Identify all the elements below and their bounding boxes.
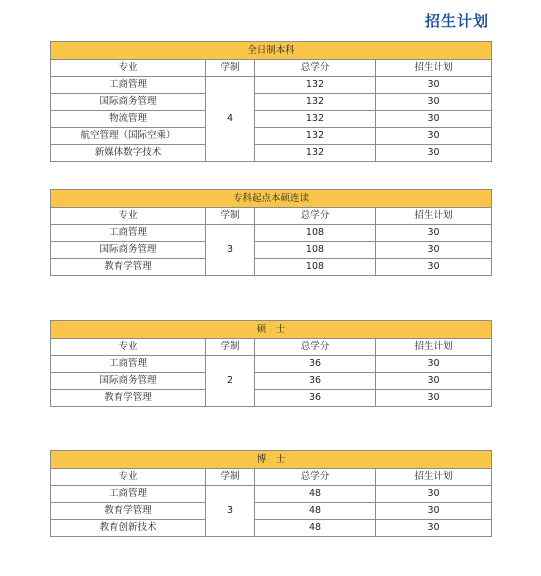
credits-cell: 48 xyxy=(255,520,376,537)
plan-cell: 30 xyxy=(376,503,492,520)
column-header-plan: 招生计划 xyxy=(376,60,492,77)
plan-cell: 30 xyxy=(376,225,492,242)
duration-cell: 2 xyxy=(206,356,255,407)
section-title: 专科起点本硕连读 xyxy=(51,190,492,208)
plan-cell: 30 xyxy=(376,77,492,94)
plan-cell: 30 xyxy=(376,486,492,503)
table-row xyxy=(51,503,492,520)
credits-cell: 132 xyxy=(255,94,376,111)
column-header-major: 专业 xyxy=(51,339,206,356)
major-cell: 教育学管理 xyxy=(51,259,206,276)
enrollment-table-doctorate xyxy=(50,450,492,537)
section-header-row xyxy=(51,321,492,339)
major-cell: 国际商务管理 xyxy=(51,373,206,390)
major-cell: 工商管理 xyxy=(51,486,206,503)
plan-cell: 30 xyxy=(376,390,492,407)
major-cell: 新媒体数字技术 xyxy=(51,145,206,162)
major-cell: 工商管理 xyxy=(51,225,206,242)
credits-cell: 108 xyxy=(255,225,376,242)
plan-cell: 30 xyxy=(376,259,492,276)
credits-cell: 132 xyxy=(255,128,376,145)
column-header-row xyxy=(51,208,492,225)
column-header-major: 专业 xyxy=(51,60,206,77)
plan-cell: 30 xyxy=(376,242,492,259)
table-row xyxy=(51,111,492,128)
table-row xyxy=(51,94,492,111)
table-row xyxy=(51,520,492,537)
credits-cell: 132 xyxy=(255,145,376,162)
plan-cell: 30 xyxy=(376,356,492,373)
column-header-major: 专业 xyxy=(51,208,206,225)
major-cell: 教育学管理 xyxy=(51,390,206,407)
credits-cell: 132 xyxy=(255,111,376,128)
section-header-row xyxy=(51,190,492,208)
credits-cell: 48 xyxy=(255,503,376,520)
major-cell: 国际商务管理 xyxy=(51,242,206,259)
enrollment-table-associate-to-master xyxy=(50,189,492,276)
major-cell: 工商管理 xyxy=(51,356,206,373)
section-title: 全日制本科 xyxy=(51,42,492,60)
column-header-row xyxy=(51,469,492,486)
column-header-row xyxy=(51,60,492,77)
credits-cell: 36 xyxy=(255,373,376,390)
column-header-major: 专业 xyxy=(51,469,206,486)
plan-cell: 30 xyxy=(376,128,492,145)
plan-cell: 30 xyxy=(376,111,492,128)
duration-cell: 3 xyxy=(206,486,255,537)
table-row xyxy=(51,225,492,242)
major-cell: 教育学管理 xyxy=(51,503,206,520)
section-title: 博 士 xyxy=(51,451,492,469)
column-header-plan: 招生计划 xyxy=(376,469,492,486)
major-cell: 工商管理 xyxy=(51,77,206,94)
plan-cell: 30 xyxy=(376,145,492,162)
column-header-duration: 学制 xyxy=(206,339,255,356)
table-row xyxy=(51,145,492,162)
major-cell: 航空管理（国际空乘） xyxy=(51,128,206,145)
credits-cell: 48 xyxy=(255,486,376,503)
major-cell: 教育创新技术 xyxy=(51,520,206,537)
column-header-plan: 招生计划 xyxy=(376,339,492,356)
credits-cell: 108 xyxy=(255,259,376,276)
column-header-credits: 总学分 xyxy=(255,208,376,225)
plan-cell: 30 xyxy=(376,520,492,537)
section-header-row xyxy=(51,451,492,469)
table-row xyxy=(51,77,492,94)
table-row xyxy=(51,390,492,407)
section-title: 硕 士 xyxy=(51,321,492,339)
column-header-duration: 学制 xyxy=(206,208,255,225)
duration-cell: 4 xyxy=(206,77,255,162)
major-cell: 物流管理 xyxy=(51,111,206,128)
table-row xyxy=(51,128,492,145)
column-header-row xyxy=(51,339,492,356)
column-header-duration: 学制 xyxy=(206,469,255,486)
column-header-credits: 总学分 xyxy=(255,60,376,77)
table-row xyxy=(51,242,492,259)
credits-cell: 36 xyxy=(255,356,376,373)
column-header-duration: 学制 xyxy=(206,60,255,77)
credits-cell: 132 xyxy=(255,77,376,94)
plan-cell: 30 xyxy=(376,94,492,111)
table-row xyxy=(51,356,492,373)
section-header-row xyxy=(51,42,492,60)
major-cell: 国际商务管理 xyxy=(51,94,206,111)
page-title: 招生计划 xyxy=(424,12,489,30)
table-row xyxy=(51,486,492,503)
column-header-plan: 招生计划 xyxy=(376,208,492,225)
table-row xyxy=(51,373,492,390)
enrollment-table-master xyxy=(50,320,492,407)
credits-cell: 108 xyxy=(255,242,376,259)
plan-cell: 30 xyxy=(376,373,492,390)
column-header-credits: 总学分 xyxy=(255,339,376,356)
enrollment-table-bachelor xyxy=(50,41,492,162)
credits-cell: 36 xyxy=(255,390,376,407)
column-header-credits: 总学分 xyxy=(255,469,376,486)
table-row xyxy=(51,259,492,276)
duration-cell: 3 xyxy=(206,225,255,276)
